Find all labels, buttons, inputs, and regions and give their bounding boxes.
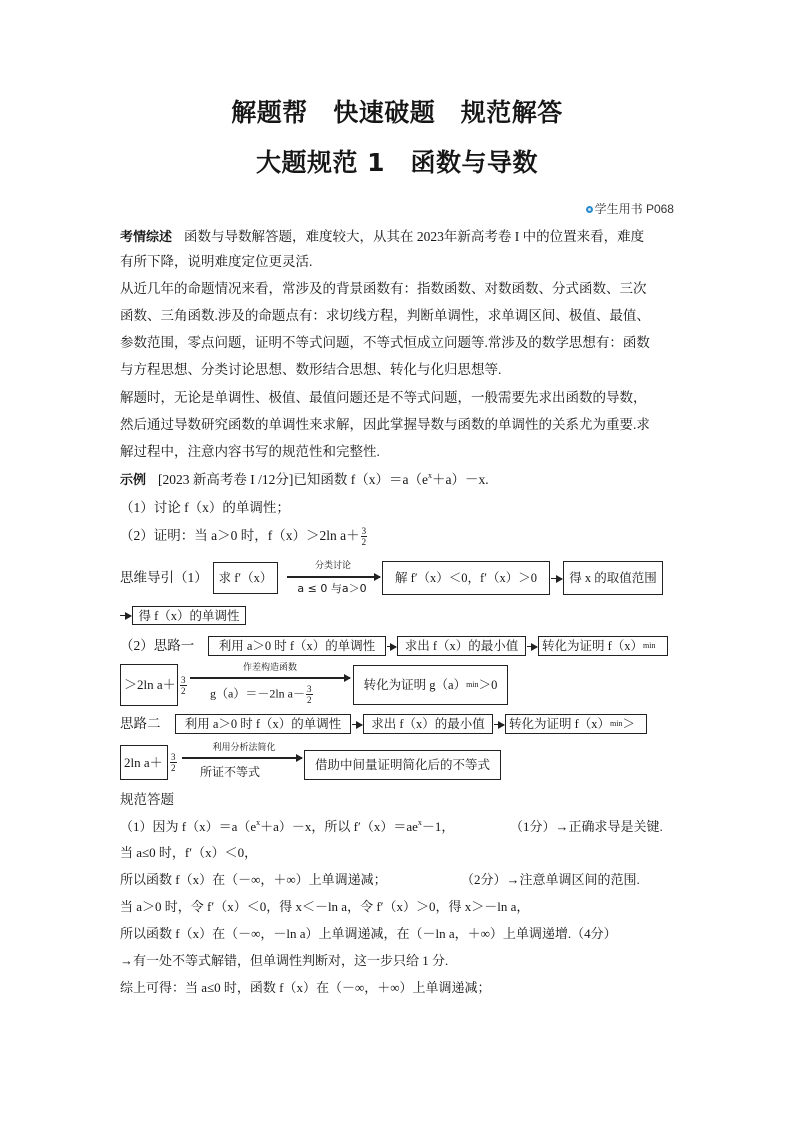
solution-line [120,817,454,837]
overview-line: 解过程中，注意内容书写的规范性和完整性. [120,444,380,459]
flow-box-convert: 转化为证明 f（x） min ＞ [505,714,647,734]
exponent: x [417,818,422,827]
solution-line: 所以函数 f（x）在（－∞，＋∞）上单调递减； [120,872,387,887]
solution-text: ＋a）－x，所以 f′（x）＝ae [260,819,418,834]
guide-part1-label: 思维导引（1） [120,570,208,585]
overview-line: 然后通过导数研究函数的单调性来求解，因此掌握导数与函数的单调性的关系尤为重要.求 [120,417,650,432]
flow-box-text: ＞ [622,717,636,731]
flow-box-text: 转化为证明 g（a） [363,678,467,692]
solution-text: －1， [421,819,455,834]
fraction [170,752,177,773]
overview-line: 从近几年的命题情况来看，常涉及的背景函数有：指数函数、对数函数、分式函数、三次 [120,281,647,296]
fraction [361,526,368,547]
solution-text: （1）因为 f（x）＝a（e [120,819,257,834]
example-stem-text: [2023 新高考卷 I /12分]已知函数 f（x）＝a（e [158,472,428,487]
flow-box-text: 利用 a＞0 时 f（x）的单调性 [184,717,342,731]
arrow-label-top: 分类讨论 [314,561,351,571]
solution-line: →有一处不等式解错，但单调性判断对，这一步只给 1 分. [120,953,449,968]
idea2-label: 思路二 [120,716,161,731]
arrow-label-bottom: a ≤ 0 与a＞0 [297,582,367,595]
fraction-numerator: 3 [307,684,312,694]
fraction-denominator: 2 [307,695,312,705]
flow-box-convert: 转化为证明 f（x） min [538,636,668,656]
flow-box-monotonic [132,606,246,625]
flow-box-derivative [213,562,278,594]
target-circle-icon [586,206,593,213]
flow-arrow [527,646,537,647]
flow-box-text: 利用 a＞0 时 f（x）的单调性 [218,639,376,653]
flow-arrow [190,677,350,679]
overview-line: 有所下降，说明难度定位更灵活. [120,254,313,269]
reference-text: 学生用书 P068 [594,202,674,216]
flow-box-text: 求出 f（x）的最小值 [371,717,485,731]
flow-box-minimum [363,714,493,734]
fraction-denominator: 2 [171,763,176,773]
section-title: 大题规范 1 函数与导数 [255,148,539,177]
solution-line: 综上可得：当 a≤0 时，函数 f（x）在（－∞，＋∞）上单调递减； [120,980,491,995]
flow-box-text: 借助中间量证明简化后的不等式 [314,758,490,772]
example-stem-end: ＋a）－x. [431,472,489,487]
flow-box-text: ＞2ln a＋ [124,677,176,692]
flow-box-text: 求出 f（x）的最小值 [404,639,519,653]
flow-box-text: 解 f′（x）＜0，f′（x）＞0 [395,571,537,585]
fraction-denominator: 2 [181,686,186,696]
flow-box-range [563,561,663,595]
arrow-label-top: 利用分析法简化 [212,743,276,753]
arrow-label-bottom: 所证不等式 [200,765,261,779]
flow-box-inequality [120,745,168,780]
fraction-numerator: 3 [171,752,176,762]
idea1-label: （2）思路一 [120,638,195,653]
flow-box-final: 转化为证明 g（a） min ＞0 [353,665,508,705]
fraction-numerator: 3 [361,526,367,537]
exponent: x [427,471,432,480]
flow-box-text: 转化为证明 f（x） [509,717,611,731]
score-note: （1分）→正确求导是关键. [510,819,663,834]
flow-arrow [387,646,396,647]
page-title: 解题帮 快速破题 规范解答 [231,98,563,127]
overview-line: 参数范围，零点问题，证明不等式问题，不等式恒成立问题等.常涉及的数学思想有：函数 [120,335,650,350]
flow-arrow [551,578,562,579]
flow-box-use-monotonicity [208,636,386,656]
fraction [306,684,313,705]
question-2 [120,526,368,547]
fraction-numerator: 3 [181,675,186,685]
flow-arrow [120,615,131,616]
flow-box-text: 2ln a＋ [124,754,163,770]
flow-arrow [352,724,362,725]
fraction [180,675,187,696]
overview-line [120,227,644,248]
solution-line: 当 a＞0 时，令 f′（x）＜0，得 x＜－ln a，令 f′（x）＞0，得 x＞－ln a， [120,899,530,914]
flow-box-text: 得 f（x）的单调性 [138,608,240,623]
question-1: （1）讨论 f（x）的单调性； [120,500,290,515]
overview-line: 解题时，无论是单调性、极值、最值问题还是不等式问题，一般需要先求出函数的导数， [120,390,647,405]
flow-box-minimum [397,636,526,656]
overview-line: 与方程思想、分类讨论思想、数形结合思想、转化与化归思想等. [120,362,502,377]
flow-arrow [287,576,380,578]
overview-line: 函数、三角函数.涉及的命题点有：求切线方程，判断单调性，求单调区间、极值、最值、 [120,308,650,323]
fraction-denominator: 2 [361,537,367,548]
example-label: 示例 [120,473,147,488]
arrow-label-text: g（a）＝－2ln a－ [210,686,305,701]
example-stem [120,470,489,491]
flow-box-text: ＞0 [478,678,498,692]
flow-arrow [182,757,302,759]
flow-box-inequality [120,664,178,706]
student-book-reference [586,201,674,217]
overview-label: 考情综述 [120,230,173,245]
overview-text: 函数与导数解答题，难度较大，从其在 2023年新高考卷 I 中的位置来看，难度 [184,229,645,244]
flow-box-solve [382,561,550,595]
flow-box-text: 转化为证明 f（x） [542,639,644,653]
flow-box-text: 得 x 的取值范围 [569,571,657,585]
exponent: x [256,818,261,827]
question-2-text: （2）证明：当 a＞0 时，f（x）＞2ln a＋ [120,528,360,543]
flow-box-final [304,750,501,780]
score-note: （2分）→注意单调区间的范围. [461,872,640,887]
solution-line: 所以函数 f（x）在（－∞，－ln a）上单调递减，在（－ln a，＋∞）上单调递增.（4分） [120,926,617,941]
flow-arrow [494,724,504,725]
flow-box-use-monotonicity [175,714,351,734]
solution-label: 规范答题 [120,792,174,807]
arrow-label-bottom [210,684,314,705]
flow-box-text: 求 f′（x） [218,571,273,585]
arrow-label-top: 作差构造函数 [242,663,297,673]
solution-line: 当 a≤0 时，f′（x）＜0， [120,845,258,860]
